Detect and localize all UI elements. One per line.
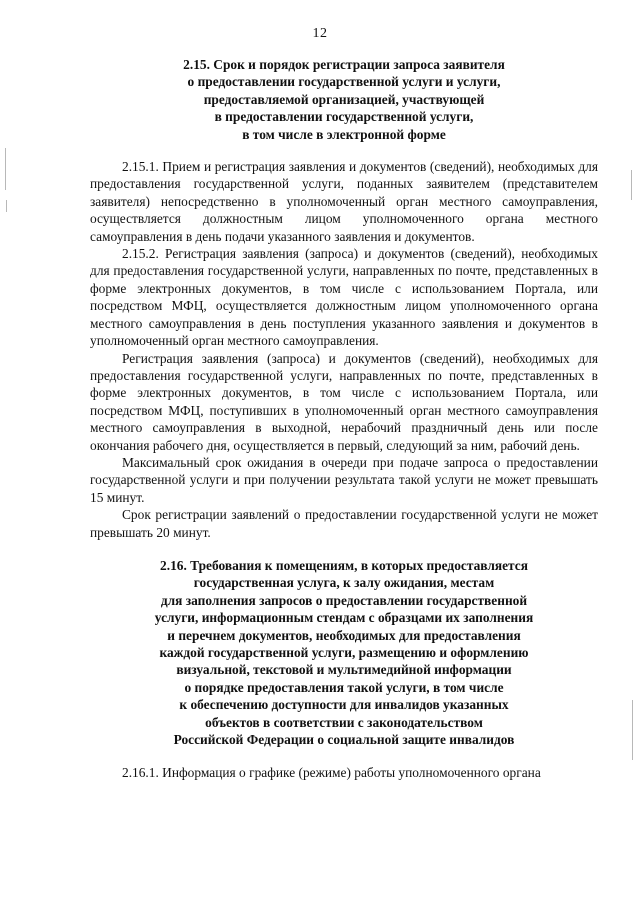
heading-line: услуги, информационным стендам с образцами их заполнения [154, 610, 534, 626]
heading-line: визуальной, текстовой и мультимедийной информации [176, 662, 512, 678]
document-body [90, 56, 598, 782]
heading-line: в том числе в электронной форме [242, 126, 446, 142]
heading-line: предоставляемой организацией, участвующей [203, 91, 485, 107]
paragraph-2-15-1: 2.15.1. Прием и регистрация заявления и документов (сведений), необходимых для предоставления государственной услуги, поданных заявителем (представителем заявителя) непосредственно в уполномоченный орган местного самоуправления, осуществляется должностным лицом уполномоченного органа местного самоуправления в день подачи указанного заявления и документов. [90, 159, 598, 244]
page-number: 12 [312, 26, 328, 41]
scan-margin-mark [6, 200, 7, 212]
paragraph-2-15-2: 2.15.2. Регистрация заявления (запроса) и документов (сведений), необходимых для предоставления государственной услуги, направленных по почте, представленных в форме электронных документов, в том числе с использованием Портала, или посредством МФЦ, осуществляется должностным лицом уполномоченного органа местного самоуправления в день поступления указанного заявления и документов в уполномоченный орган местного самоуправления. [90, 246, 598, 349]
scan-margin-mark [632, 700, 633, 760]
heading-line: каждой государственной услуги, размещению и оформлению [159, 645, 529, 660]
section-heading-2-15 [110, 56, 578, 143]
paragraph-registration-time: Срок регистрации заявлений о предоставлении государственной услуги не может превышать 20 минут. [90, 507, 598, 540]
heading-line: Российской Федерации о социальной защите инвалидов [173, 732, 515, 748]
scan-margin-mark [5, 148, 6, 190]
heading-line: в предоставлении государственной услуги, [214, 109, 474, 125]
heading-line: о предоставлении государственной услуги и услуги, [187, 74, 501, 90]
heading-line: государственная услуга, к залу ожидания, местам [193, 575, 495, 591]
heading-line: и перечнем документов, необходимых для предоставления [167, 627, 521, 643]
section-heading-2-16 [100, 557, 588, 748]
heading-line: о порядке предоставления такой услуги, в том числе [184, 679, 504, 695]
paragraph-2-16-1: 2.16.1. Информация о графике (режиме) работы уполномоченного органа [122, 765, 541, 781]
heading-line: объектов в соответствии с законодательством [205, 714, 483, 730]
paragraph-registration-weekend: Регистрация заявления (запроса) и документов (сведений), необходимых для предоставления государственной услуги, направленных по почте, представленных в форме электронных документов, в том числе с использованием Портала, или посредством МФЦ, поступивших в уполномоченный орган местного самоуправления местного самоуправления в выходной, нерабочий праздничный день или после окончания рабочего дня, осуществляется в первый, следующий за ним, рабочий день. [90, 350, 598, 453]
heading-line: для заполнения запросов о предоставлении государственной [160, 592, 528, 608]
heading-line: 2.15. Срок и порядок регистрации запроса заявителя [183, 57, 505, 72]
scan-margin-mark [631, 170, 632, 200]
heading-line: к обеспечению доступности для инвалидов указанных [179, 697, 509, 713]
heading-line: 2.16. Требования к помещениям, в которых предоставляется [160, 557, 528, 573]
paragraph-queue-time: Максимальный срок ожидания в очереди при подаче запроса о предоставлении государственной услуги и при получении результата такой услуги не может превышать 15 минут. [90, 454, 598, 505]
